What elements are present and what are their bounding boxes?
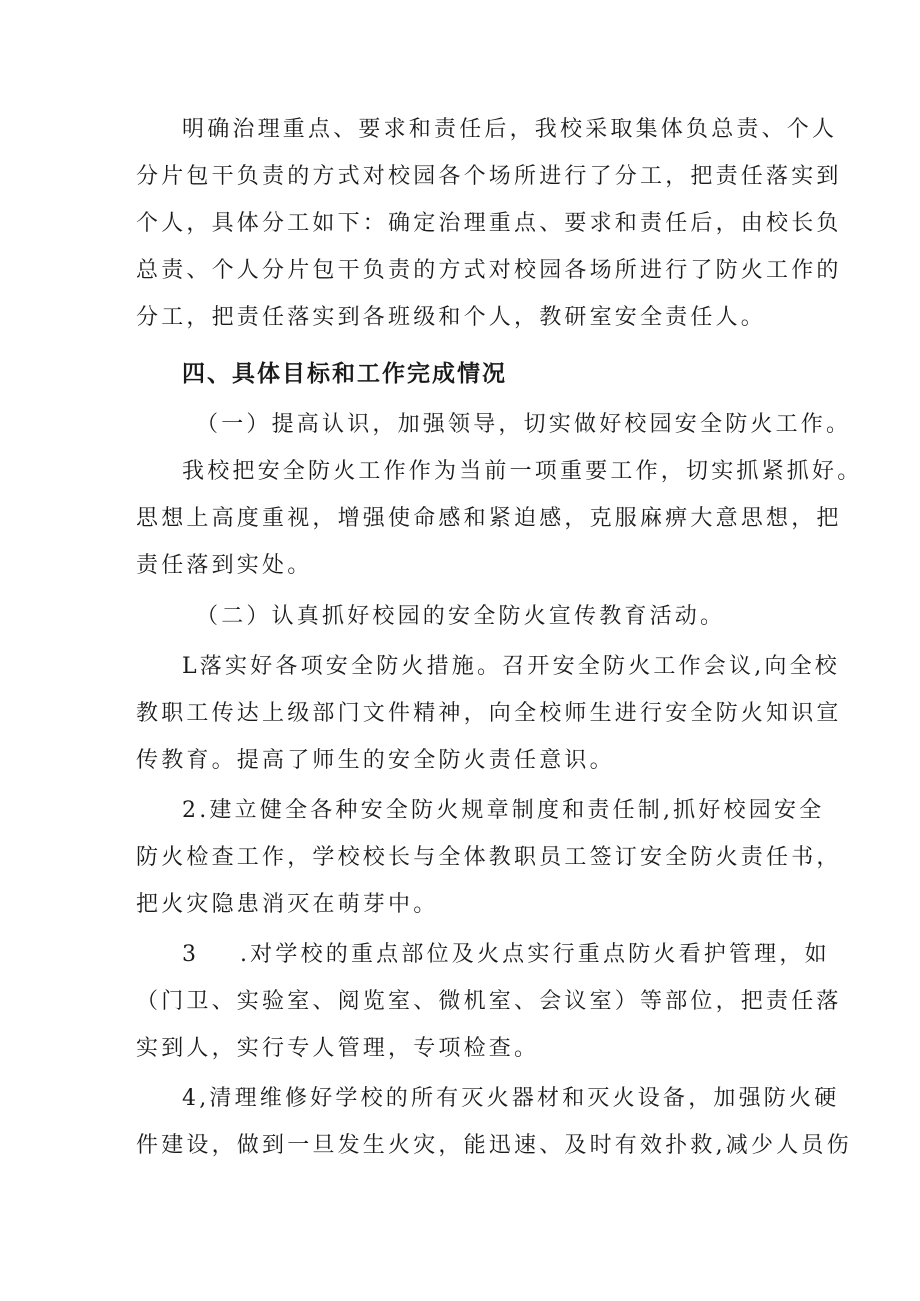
- paragraph-line: 我校把安全防火工作作为当前一项重要工作，切实抓紧抓好。: [182, 459, 863, 484]
- paragraph-line: 2.建立健全各种安全防火规章制度和责任制,抓好校园安全: [182, 798, 825, 823]
- paragraph-line: 思想上高度重视，增强使命感和紧迫感，克服麻痹大意思想，把: [136, 506, 842, 531]
- paragraph-line: 把火灾隐患消灭在萌芽中。: [136, 892, 439, 917]
- paragraph-line: 责任落到实处。: [136, 553, 313, 578]
- paragraph-line: 明确治理重点、要求和责任后，我校采取集体负总责、个人: [182, 117, 838, 142]
- paragraph-line: 3 .对学校的重点部位及火点实行重点防火看护管理，如: [182, 942, 830, 967]
- subsection-heading: （二）认真抓好校园的安全防火宣传教育活动。: [196, 604, 726, 629]
- paragraph-line: 分工，把责任落实到各班级和个人，教研室安全责任人。: [136, 305, 767, 330]
- paragraph-line: 传教育。提高了师生的安全防火责任意识。: [136, 748, 615, 773]
- paragraph-line: L落实好各项安全防火措施。召开安全防火工作会议,向全校: [182, 654, 841, 679]
- paragraph-line: 4,清理维修好学校的所有灭火器材和灭火设备，加强防火硬: [182, 1086, 840, 1111]
- paragraph-line: 分片包干负责的方式对校园各个场所进行了分工，把责任落实到: [136, 164, 842, 189]
- paragraph-line: 防火检查工作，学校校长与全体教职员工签订安全防火责任书，: [136, 845, 842, 870]
- paragraph-line: 教职工传达上级部门文件精神，向全校师生进行安全防火知识宣: [136, 701, 842, 726]
- paragraph-line: 实到人，实行专人管理，专项检查。: [136, 1036, 540, 1061]
- section-heading: 四、具体目标和工作完成情况: [182, 361, 507, 387]
- paragraph-line: 总责、个人分片包干负责的方式对校园各场所进行了防火工作的: [136, 258, 842, 283]
- paragraph-line: 个人，具体分工如下：确定治理重点、要求和责任后，由校长负: [136, 211, 842, 236]
- subsection-heading: （一）提高认识，加强领导，切实做好校园安全防火工作。: [196, 412, 852, 437]
- paragraph-line: 件建设，做到一旦发生火灾，能迅速、及时有效扑救,减少人员伤: [136, 1133, 852, 1158]
- paragraph-line: （门卫、实验室、阅览室、微机室、会议室）等部位，把责任落: [136, 989, 842, 1014]
